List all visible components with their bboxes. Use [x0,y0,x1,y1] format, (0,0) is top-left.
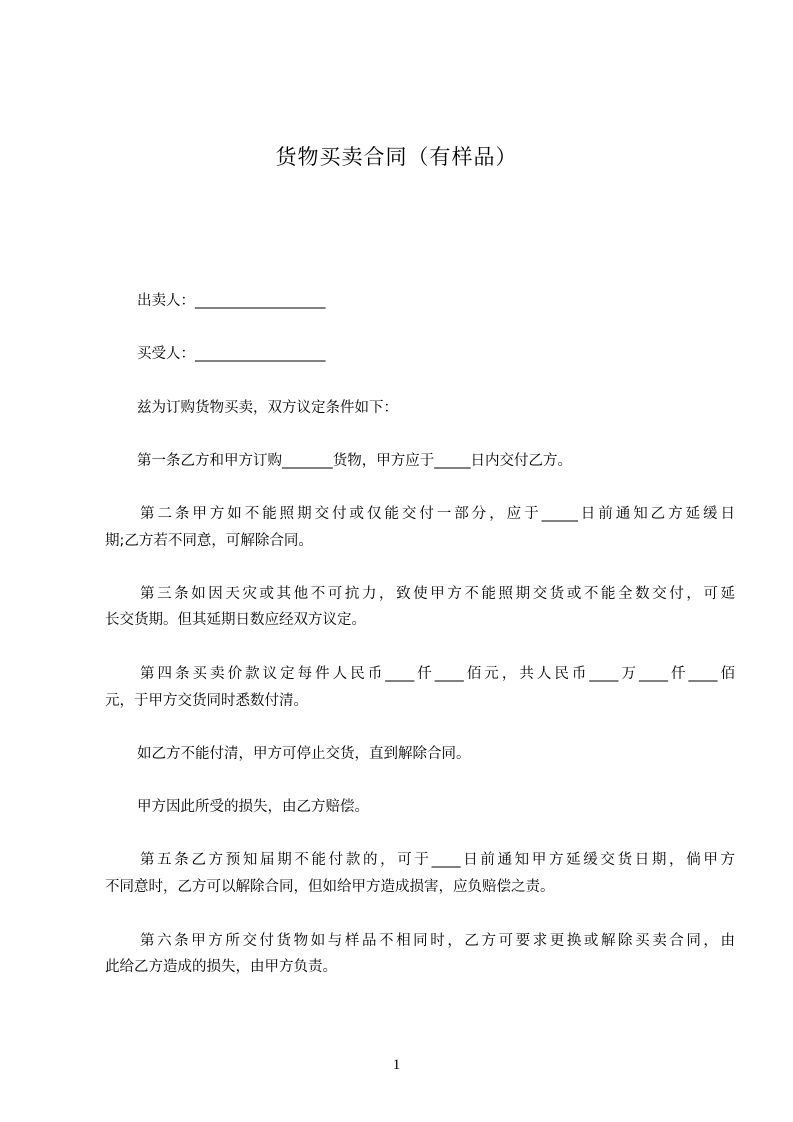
article-5-line-2: 不同意时，乙方可以解除合同，但如给甲方造成损害，应负赔偿之责。 [105,879,555,895]
article-4-paragraph-3: 甲方因此所受的损失，由乙方赔偿。 [137,799,369,815]
buyer-line: 买受人：__________________ [137,346,326,362]
article-6-line-2: 此给乙方造成的损失，由甲方负责。 [105,959,337,975]
article-2-line-1: 第二条甲方如不能照期交付或仅能交付一部分，应于_____日前通知乙方延缓日 [140,506,735,522]
article-4-line-2: 元，于甲方交货同时悉数付清。 [105,693,308,709]
article-2-line-2: 期;乙方若不同意，可解除合同。 [105,533,313,549]
intro-paragraph: 兹为订购货物买卖，双方议定条件如下： [137,400,398,416]
article-3-line-1: 第三条如因天灾或其他不可抗力，致使甲方不能照期交货或不能全数交付，可延 [140,586,735,602]
article-5-line-1: 第五条乙方预知届期不能付款的，可于____日前通知甲方延缓交货日期，倘甲方 [140,852,735,868]
article-4-line-1: 第四条买卖价款议定每件人民币____仟____佰元，共人民币____万____仟____佰 [140,666,735,682]
article-4-paragraph-2: 如乙方不能付清，甲方可停止交货，直到解除合同。 [137,746,471,762]
article-3-line-2: 长交货期。但其延期日数应经双方议定。 [105,612,366,628]
seller-line: 出卖人：__________________ [137,293,326,309]
article-6-line-1: 第六条甲方所交付货物如与样品不相同时，乙方可要求更换或解除买卖合同，由 [140,933,735,949]
page-number: 1 [392,1057,401,1073]
document-title: 货物买卖合同（有样品） [275,145,518,169]
article-1: 第一条乙方和甲方订购_______货物，甲方应于_____日内交付乙方。 [137,453,572,469]
